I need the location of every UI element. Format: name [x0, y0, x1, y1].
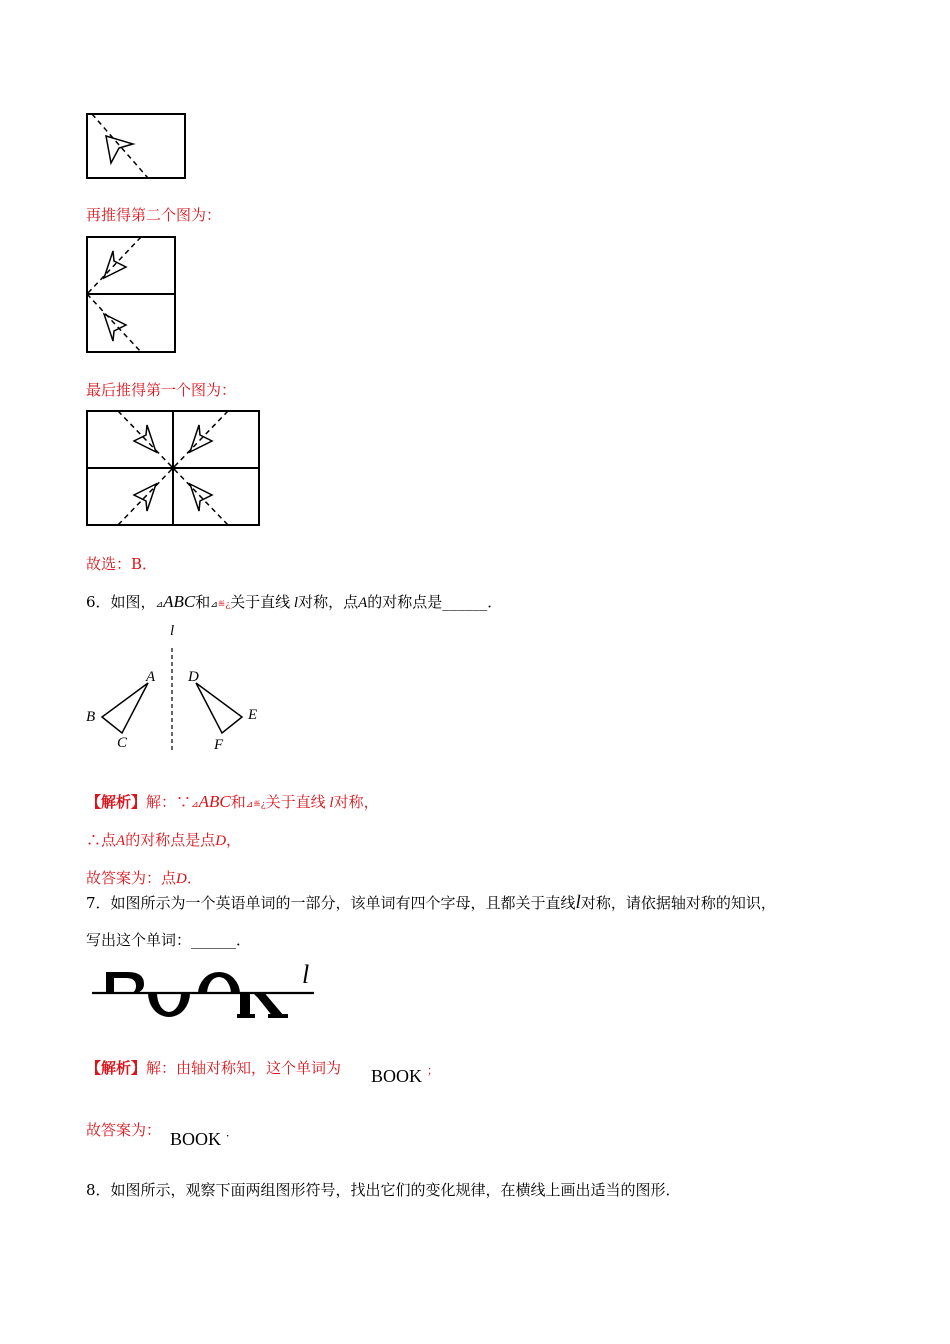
q6-therefore: ∴点A的对称点是点D，	[86, 831, 242, 849]
q7-answer-lead: 故答案为：	[86, 1121, 162, 1139]
caption-second-figure: 再推得第二个图为：	[86, 206, 222, 224]
caption-first-figure: 最后推得第一个图为：	[86, 381, 237, 399]
symmetric-triangles-figure	[80, 620, 270, 755]
q7-analysis: 【解析】解：由轴对称知，这个单词为	[86, 1059, 342, 1077]
fold-figure-step-3	[86, 236, 176, 353]
vertex-label-c: C	[117, 735, 128, 751]
q7-stem-line1: 7．如图所示为一个英语单词的一部分，该单词有四个字母，且都关于直线l对称，请依据轴对称的知识，	[86, 892, 776, 913]
half-word-figure	[92, 962, 322, 1022]
vertex-label-b: B	[86, 709, 96, 725]
q6-analysis: 【解析】解：∵⊿ABC和⊿≝¿关于直线 l对称，	[86, 792, 379, 811]
fold-figure-step-2	[86, 113, 186, 179]
vertex-label-a: A	[146, 669, 156, 685]
q7-answer-end: ．	[226, 1126, 237, 1139]
q6-answer: 故答案为：点D．	[86, 869, 202, 887]
vertex-label-d: D	[188, 669, 199, 685]
q7-stem-line2: 写出这个单词：______．	[86, 931, 252, 949]
q7-answer-word: BOOK	[170, 1129, 222, 1149]
q7-analysis-end: ；	[427, 1064, 438, 1077]
word-axis-label-l: l	[302, 960, 310, 989]
q8-stem: 8．如图所示，观察下面两组图形符号，找出它们的变化规律，在横线上画出适当的图形．	[86, 1181, 681, 1199]
q6-stem: 6．如图，⊿ABC和⊿≝¿关于直线 l对称，点A的对称点是______．	[86, 592, 503, 611]
vertex-label-f: F	[214, 737, 224, 753]
q7-analysis-word: BOOK	[371, 1066, 423, 1086]
q5-answer: 故选：B．	[86, 555, 158, 573]
fold-figure-step-4	[86, 410, 260, 526]
vertex-label-e: E	[248, 707, 258, 723]
line-label-l: l	[170, 623, 175, 639]
